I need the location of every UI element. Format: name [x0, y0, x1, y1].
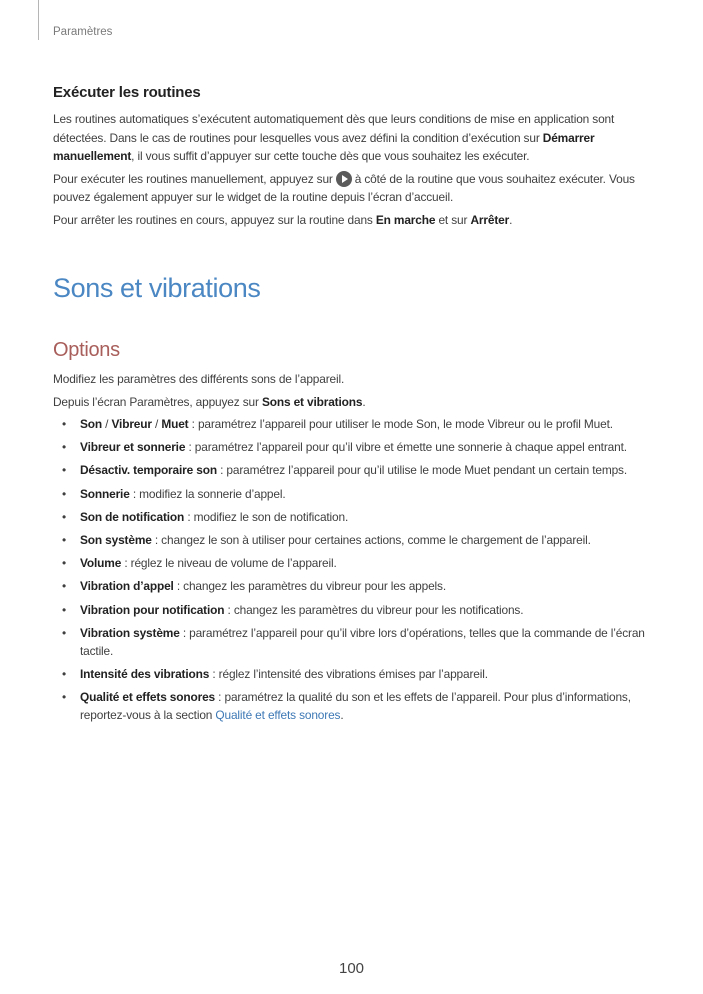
header-divider [38, 0, 39, 40]
option-term: Intensité des vibrations [80, 666, 210, 681]
option-term: Muet [161, 417, 189, 431]
option-description: / [102, 417, 112, 431]
bullet: • [62, 532, 67, 547]
bullet: • [62, 602, 67, 617]
bullet: • [62, 690, 67, 705]
text: à côté de la routine que vous souhaitez exécuter. Vous pouvez également appuyer sur le widget de la routine depuis l’écran d’accueil. [53, 171, 635, 204]
option-term: Son système [80, 532, 152, 547]
list-item [53, 415, 653, 433]
option-description: : paramétrez la qualité du son et les effets de l’appareil. Pour plus d’informations, reportez-vous à la section [80, 690, 631, 723]
bullet: • [62, 625, 67, 640]
bullet: • [62, 579, 67, 594]
option-description: : changez les paramètres du vibreur pour les notifications. [224, 602, 524, 617]
option-term: Vibration système [80, 625, 180, 640]
term-stop: Arrêter [470, 212, 510, 227]
options-intro: Modifiez les paramètres des différents sons de l’appareil. [53, 372, 345, 386]
list-item [53, 508, 653, 526]
routines-paragraph-3 [53, 211, 653, 230]
cross-reference-link[interactable]: Qualité et effets sonores [215, 708, 341, 723]
bullet: • [62, 556, 67, 571]
option-description: : paramétrez l’appareil pour utiliser le mode Son, le mode Vibreur ou le profil Muet. [188, 417, 613, 431]
routines-paragraph-1 [53, 110, 653, 166]
text: Depuis l’écran Paramètres, appuyez sur [53, 394, 262, 409]
section-title-options: Options [53, 339, 120, 361]
option-term: Son de notification [80, 509, 185, 524]
options-path [53, 393, 653, 412]
bullet: • [62, 440, 67, 455]
option-term: Qualité et effets sonores [80, 690, 216, 705]
page-number: 100 [338, 960, 365, 977]
text: Pour arrêter les routines en cours, appuyez sur la routine dans [53, 212, 376, 227]
option-term: Désactiv. temporaire son [80, 463, 217, 478]
page-content [53, 84, 653, 729]
chapter-title: Sons et vibrations [53, 273, 261, 303]
text: Pour exécuter les routines manuellement, appuyez sur [53, 171, 333, 186]
play-icon [336, 171, 352, 187]
text: , il vous suffit d’appuyer sur cette touche dès que vous souhaitez les exécuter. [131, 149, 530, 163]
option-description: : réglez le niveau de volume de l’appareil. [121, 556, 337, 571]
bullet: • [62, 463, 67, 478]
list-item [53, 688, 653, 724]
section-title-routines: Exécuter les routines [53, 84, 201, 101]
text: et sur [435, 212, 471, 227]
option-description: . [340, 708, 344, 723]
option-description: : réglez l’intensité des vibrations émises par l’appareil. [209, 666, 488, 681]
option-description: : modifiez la sonnerie d’appel. [129, 486, 286, 501]
list-item [53, 601, 653, 619]
list-item [53, 577, 653, 595]
text: Les routines automatiques s’exécutent automatiquement dès que leurs conditions de mise en application sont détectées. Dans le cas de routines pour lesquelles vous avez défini la condition d’exécution sur [53, 112, 615, 145]
routines-paragraph-2 [53, 170, 653, 207]
term-sounds-vibrations: Sons et vibrations [261, 394, 363, 409]
option-description: : paramétrez l’appareil pour qu’il utilise le mode Muet pendant un certain temps. [216, 463, 627, 478]
list-item [53, 461, 653, 479]
term-start-manually: Démarrer manuellement [53, 130, 595, 163]
bullet: • [62, 486, 67, 501]
option-term: Vibration d’appel [80, 579, 174, 594]
option-term: Volume [80, 556, 122, 571]
option-description: : paramétrez l’appareil pour qu’il vibre et émette une sonnerie à chaque appel entrant. [185, 440, 627, 455]
list-item [53, 554, 653, 572]
list-item [53, 665, 653, 683]
list-item [53, 438, 653, 456]
option-term: Vibration pour notification [80, 602, 225, 617]
list-item [53, 485, 653, 503]
option-term: Vibreur et sonnerie [80, 440, 186, 455]
text: . [509, 212, 513, 227]
term-running: En marche [375, 212, 436, 227]
list-item [53, 531, 653, 549]
option-term: Son [80, 417, 103, 431]
list-item [53, 624, 653, 660]
option-description: / [151, 417, 162, 431]
option-term: Vibreur [111, 417, 152, 431]
option-description: : changez les paramètres du vibreur pour les appels. [173, 579, 446, 594]
bullet: • [62, 509, 67, 524]
text: . [362, 394, 366, 409]
bullet: • [62, 666, 67, 681]
options-list [53, 415, 653, 724]
running-header: Paramètres [53, 26, 113, 38]
option-description: : paramétrez l’appareil pour qu’il vibre lors d’opérations, telles que la commande de l’écran tactile. [80, 625, 645, 658]
option-term: Sonnerie [80, 486, 130, 501]
option-description: : changez le son à utiliser pour certaines actions, comme le chargement de l’appareil. [151, 532, 591, 547]
bullet: • [62, 417, 67, 431]
option-description: : modifiez le son de notification. [184, 509, 349, 524]
